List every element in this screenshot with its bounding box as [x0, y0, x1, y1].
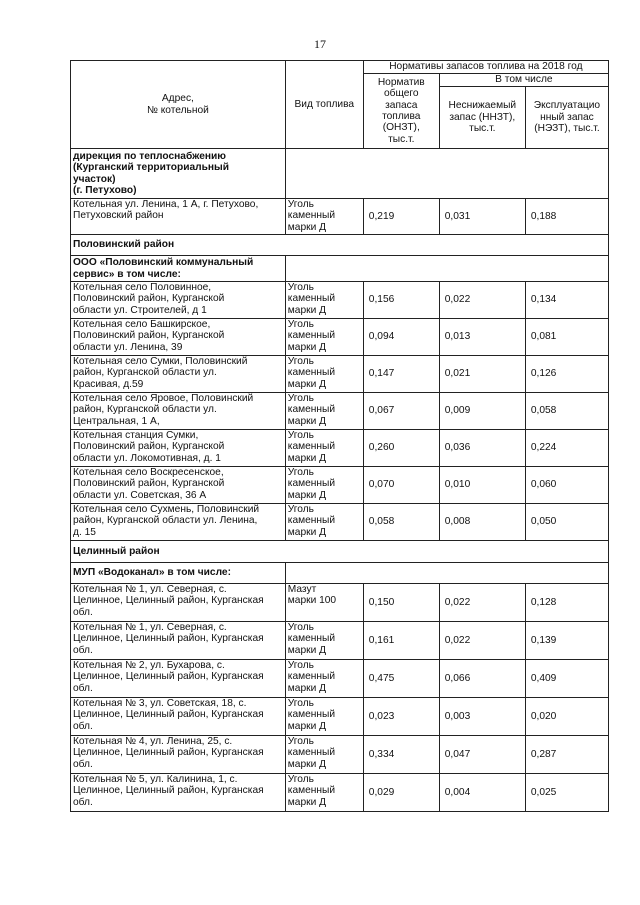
nezt-value: 0,134	[525, 282, 608, 319]
nezt-value: 0,126	[525, 356, 608, 393]
onzt-value: 0,219	[363, 199, 439, 235]
boiler-address: Котельная ул. Ленина, 1 А, г. Петухово, Петуховский район	[71, 199, 286, 235]
nnzt-value: 0,004	[439, 774, 525, 812]
onzt-value: 0,156	[363, 282, 439, 319]
table-row	[71, 622, 609, 660]
nnzt-value: 0,022	[439, 584, 525, 622]
nezt-value: 0,224	[525, 430, 608, 467]
header-fuel-type: Вид топлива	[285, 61, 363, 149]
nnzt-value: 0,009	[439, 393, 525, 430]
nezt-value: 0,128	[525, 584, 608, 622]
table-row	[71, 199, 609, 235]
header-group-title: Нормативы запасов топлива на 2018 год	[363, 61, 608, 74]
table-row	[71, 774, 609, 812]
section-row	[71, 563, 609, 584]
fuel-type: Уголь каменный марки Д	[285, 356, 363, 393]
nnzt-value: 0,022	[439, 282, 525, 319]
nezt-value: 0,139	[525, 622, 608, 660]
fuel-type: Мазут марки 100	[285, 584, 363, 622]
header-non-reducible: Неснижаемый запас (ННЗТ), тыс.т.	[439, 87, 525, 149]
table-row	[71, 698, 609, 736]
onzt-value: 0,094	[363, 319, 439, 356]
fuel-type: Уголь каменный марки Д	[285, 467, 363, 504]
boiler-address: Котельная № 1, ул. Северная, с. Целинное, Целинный район, Курганская обл.	[71, 584, 286, 622]
fuel-type: Уголь каменный марки Д	[285, 430, 363, 467]
boiler-address: Котельная село Башкирское, Половинский район, Курганской области ул. Ленина, 39	[71, 319, 286, 356]
onzt-value: 0,058	[363, 504, 439, 541]
fuel-type: Уголь каменный марки Д	[285, 774, 363, 812]
header-including: В том числе	[439, 74, 608, 87]
nnzt-value: 0,003	[439, 698, 525, 736]
section-row	[71, 149, 609, 199]
empty-cell	[285, 149, 608, 199]
boiler-address: Котельная село Сумки, Половинский район, Курганской области ул. Красивая, д.59	[71, 356, 286, 393]
table-row	[71, 467, 609, 504]
boiler-address: Котельная № 5, ул. Калинина, 1, с. Целинное, Целинный район, Курганская обл.	[71, 774, 286, 812]
section-row	[71, 541, 609, 563]
onzt-value: 0,150	[363, 584, 439, 622]
nezt-value: 0,020	[525, 698, 608, 736]
header-address: Адрес, № котельной	[71, 61, 286, 149]
nezt-value: 0,050	[525, 504, 608, 541]
fuel-type: Уголь каменный марки Д	[285, 282, 363, 319]
page-number: 17	[314, 37, 326, 51]
section-title: ООО «Половинский коммунальный сервис» в том числе:	[71, 256, 286, 282]
onzt-value: 0,334	[363, 736, 439, 774]
fuel-type: Уголь каменный марки Д	[285, 698, 363, 736]
section-title: Целинный район	[71, 541, 609, 563]
nezt-value: 0,409	[525, 660, 608, 698]
section-title: дирекция по теплоснабжению (Курганский территориальный участок) (г. Петухово)	[71, 149, 286, 199]
fuel-type: Уголь каменный марки Д	[285, 660, 363, 698]
onzt-value: 0,475	[363, 660, 439, 698]
boiler-address: Котельная № 3, ул. Советская, 18, с. Целинное, Целинный район, Курганская обл.	[71, 698, 286, 736]
section-title: МУП «Водоканал» в том числе:	[71, 563, 286, 584]
boiler-address: Котельная село Сухмень, Половинский район, Курганской области ул. Ленина, д. 15	[71, 504, 286, 541]
nnzt-value: 0,022	[439, 622, 525, 660]
section-row	[71, 256, 609, 282]
nezt-value: 0,081	[525, 319, 608, 356]
empty-cell	[285, 563, 608, 584]
table-row	[71, 430, 609, 467]
header-operational: Эксплуатацио нный запас (НЭЗТ), тыс.т.	[525, 87, 608, 149]
nnzt-value: 0,021	[439, 356, 525, 393]
onzt-value: 0,070	[363, 467, 439, 504]
nnzt-value: 0,013	[439, 319, 525, 356]
fuel-type: Уголь каменный марки Д	[285, 736, 363, 774]
nezt-value: 0,060	[525, 467, 608, 504]
section-title: Половинский район	[71, 235, 609, 256]
fuel-type: Уголь каменный марки Д	[285, 622, 363, 660]
boiler-address: Котельная станция Сумки, Половинский район, Курганской области ул. Локомотивная, д. 1	[71, 430, 286, 467]
nezt-value: 0,188	[525, 199, 608, 235]
fuel-type: Уголь каменный марки Д	[285, 504, 363, 541]
table-row	[71, 504, 609, 541]
table-row	[71, 282, 609, 319]
onzt-value: 0,147	[363, 356, 439, 393]
nnzt-value: 0,010	[439, 467, 525, 504]
table-row	[71, 736, 609, 774]
nnzt-value: 0,008	[439, 504, 525, 541]
nnzt-value: 0,036	[439, 430, 525, 467]
onzt-value: 0,029	[363, 774, 439, 812]
onzt-value: 0,023	[363, 698, 439, 736]
table-row	[71, 584, 609, 622]
boiler-address: Котельная село Воскресенское, Половинский район, Курганской области ул. Советская, 36 А	[71, 467, 286, 504]
section-row	[71, 235, 609, 256]
fuel-type: Уголь каменный марки Д	[285, 319, 363, 356]
boiler-address: Котельная село Яровое, Половинский район, Курганской области ул. Центральная, 1 А,	[71, 393, 286, 430]
table-row	[71, 393, 609, 430]
header-normative-total: Норматив общего запаса топлива (ОНЗТ), тыс.т.	[363, 74, 439, 149]
empty-cell	[285, 256, 608, 282]
nezt-value: 0,025	[525, 774, 608, 812]
nnzt-value: 0,031	[439, 199, 525, 235]
boiler-address: Котельная № 1, ул. Северная, с. Целинное, Целинный район, Курганская обл.	[71, 622, 286, 660]
boiler-address: Котельная № 2, ул. Бухарова, с. Целинное, Целинный район, Курганская обл.	[71, 660, 286, 698]
boiler-address: Котельная село Половинное, Половинский район, Курганской области ул. Строителей, д 1	[71, 282, 286, 319]
nezt-value: 0,058	[525, 393, 608, 430]
table-row	[71, 319, 609, 356]
fuel-reserve-table	[70, 60, 609, 812]
table-row	[71, 356, 609, 393]
table-row	[71, 660, 609, 698]
nnzt-value: 0,047	[439, 736, 525, 774]
boiler-address: Котельная № 4, ул. Ленина, 25, с. Целинное, Целинный район, Курганская обл.	[71, 736, 286, 774]
onzt-value: 0,260	[363, 430, 439, 467]
fuel-type: Уголь каменный марки Д	[285, 393, 363, 430]
nezt-value: 0,287	[525, 736, 608, 774]
fuel-type: Уголь каменный марки Д	[285, 199, 363, 235]
onzt-value: 0,067	[363, 393, 439, 430]
nnzt-value: 0,066	[439, 660, 525, 698]
onzt-value: 0,161	[363, 622, 439, 660]
